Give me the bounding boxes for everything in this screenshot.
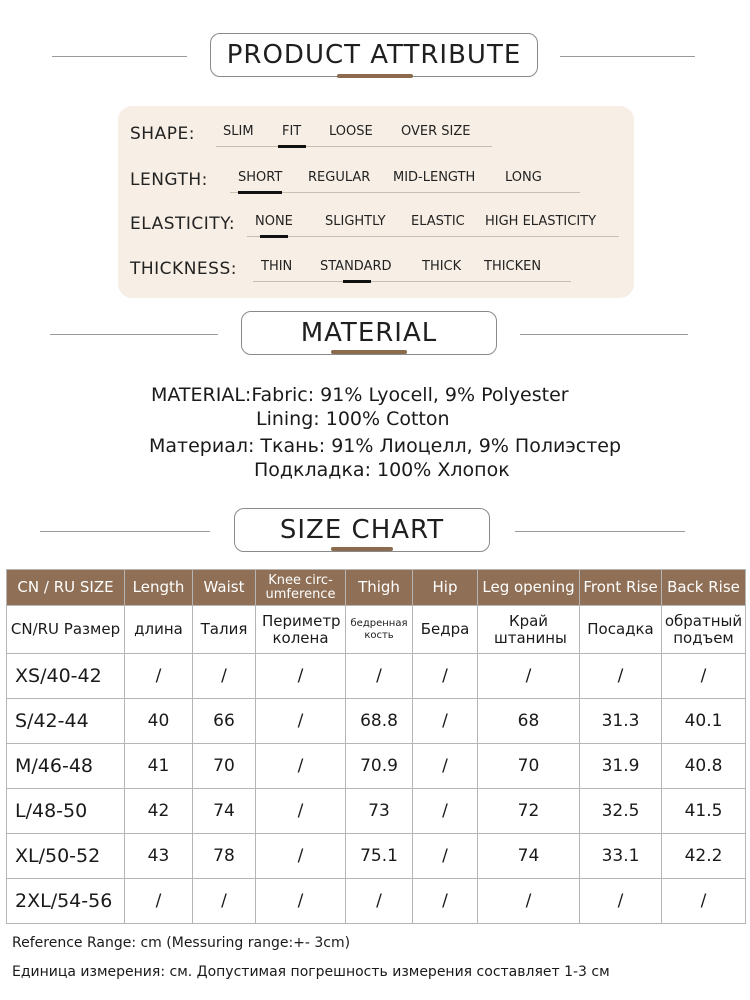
measurement-note-ru: Единица измерения: см. Допустимая погрешность измерения составляет 1-3 см (12, 964, 610, 980)
title-accent-bar (331, 350, 407, 354)
material-line-ru-fabric: Материал: Ткань: 91% Лиоцелл, 9% Полиэстер (149, 435, 622, 457)
attribute-label: THICKNESS: (130, 259, 237, 279)
attribute-option: HIGH ELASTICITY (485, 214, 597, 229)
header-cell: Front Rise (580, 570, 662, 606)
measurement-cell: 78 (193, 834, 256, 879)
attribute-option: ELASTIC (411, 214, 465, 229)
measurement-cell: / (346, 879, 413, 924)
measurement-cell: 40.8 (662, 744, 746, 789)
measurement-cell: 70 (193, 744, 256, 789)
attribute-label: LENGTH: (130, 170, 208, 190)
attribute-option: SLIM (223, 124, 254, 139)
measurement-cell: 40.1 (662, 699, 746, 744)
header-cell: Back Rise (662, 570, 746, 606)
material-header (0, 311, 750, 359)
measurement-cell: 75.1 (346, 834, 413, 879)
material-line-en-fabric: MATERIAL:Fabric: 91% Lyocell, 9% Polyester (151, 384, 569, 406)
table-row (7, 744, 746, 789)
selected-marker (260, 235, 288, 238)
selected-marker (238, 191, 282, 194)
measurement-cell: / (580, 654, 662, 699)
measurement-cell: 74 (478, 834, 580, 879)
measurement-cell: / (413, 654, 478, 699)
divider-right (515, 531, 685, 532)
divider-left (50, 334, 218, 335)
section-title: MATERIAL (241, 311, 497, 355)
measurement-cell: / (256, 654, 346, 699)
measurement-cell: / (256, 789, 346, 834)
measurement-cell: / (346, 654, 413, 699)
title-accent-bar (331, 547, 393, 551)
measurement-cell: / (256, 834, 346, 879)
attribute-option: SLIGHTLY (325, 214, 386, 229)
subheader-cell: Посадка (580, 606, 662, 654)
measurement-cell: 33.1 (580, 834, 662, 879)
measurement-cell: 70.9 (346, 744, 413, 789)
size-cell: 2XL/54-56 (7, 879, 125, 924)
subheader-cell: Периметр колена (256, 606, 346, 654)
attribute-option: THICKEN (484, 259, 542, 274)
measurement-cell: / (662, 654, 746, 699)
measurement-cell: 73 (346, 789, 413, 834)
selected-marker (343, 280, 371, 283)
measurement-cell: / (193, 879, 256, 924)
divider-left (52, 56, 187, 57)
attribute-option-selected: SHORT (238, 170, 283, 185)
table-row (7, 789, 746, 834)
size-cell: XL/50-52 (7, 834, 125, 879)
measurement-cell: 68 (478, 699, 580, 744)
attribute-option: THIN (261, 259, 293, 274)
attribute-option-selected: FIT (282, 124, 302, 139)
material-line-ru-lining: Подкладка: 100% Хлопок (254, 459, 510, 481)
attribute-option: MID-LENGTH (393, 170, 476, 185)
size-cell: L/48-50 (7, 789, 125, 834)
measurement-cell: 72 (478, 789, 580, 834)
option-underline (230, 192, 580, 193)
header-cell: Length (125, 570, 193, 606)
table-row (7, 699, 746, 744)
attribute-option-selected: STANDARD (320, 259, 392, 274)
measurement-cell: / (478, 654, 580, 699)
option-underline (247, 236, 619, 237)
measurement-cell: 66 (193, 699, 256, 744)
divider-right (560, 56, 695, 57)
reference-range-note: Reference Range: cm (Messuring range:+- 3cm) (12, 935, 351, 951)
option-underline (253, 281, 571, 282)
divider-left (40, 531, 210, 532)
size-chart-table (6, 569, 746, 924)
table-row (7, 879, 746, 924)
measurement-cell: / (125, 879, 193, 924)
table-row (7, 834, 746, 879)
measurement-cell: 70 (478, 744, 580, 789)
size-chart-header (0, 508, 750, 556)
header-cell: Knee circ-umference (256, 570, 346, 606)
table-body (7, 654, 746, 924)
measurement-cell: 43 (125, 834, 193, 879)
measurement-cell: / (413, 789, 478, 834)
attribute-option: THICK (422, 259, 462, 274)
table-row (7, 654, 746, 699)
header-cell: CN / RU SIZE (7, 570, 125, 606)
measurement-cell: / (413, 834, 478, 879)
table-header-row (7, 570, 746, 606)
header-cell: Waist (193, 570, 256, 606)
measurement-cell: / (125, 654, 193, 699)
measurement-cell: 41 (125, 744, 193, 789)
measurement-cell: 74 (193, 789, 256, 834)
measurement-cell: 40 (125, 699, 193, 744)
measurement-cell: 32.5 (580, 789, 662, 834)
measurement-cell: / (256, 744, 346, 789)
subheader-cell: длина (125, 606, 193, 654)
measurement-cell: / (193, 654, 256, 699)
product-attribute-header (0, 33, 750, 81)
measurement-cell: 42.2 (662, 834, 746, 879)
size-cell: S/42-44 (7, 699, 125, 744)
material-line-en-lining: Lining: 100% Cotton (256, 408, 450, 430)
attribute-option: OVER SIZE (401, 124, 471, 139)
section-title: PRODUCT ATTRIBUTE (210, 33, 538, 77)
divider-right (520, 334, 688, 335)
attribute-row-thickness (130, 255, 630, 285)
selected-marker (278, 145, 306, 148)
measurement-cell: / (662, 879, 746, 924)
attribute-option: LONG (505, 170, 542, 185)
header-cell: Thigh (346, 570, 413, 606)
attribute-row-shape (130, 120, 630, 150)
subheader-cell: бедренная кость (346, 606, 413, 654)
measurement-cell: 41.5 (662, 789, 746, 834)
measurement-cell: / (413, 699, 478, 744)
subheader-cell: Бедра (413, 606, 478, 654)
measurement-cell: / (580, 879, 662, 924)
header-cell: Hip (413, 570, 478, 606)
subheader-cell: обратный подъем (662, 606, 746, 654)
measurement-cell: / (256, 699, 346, 744)
attribute-label: ELASTICITY: (130, 214, 236, 234)
subheader-cell: Талия (193, 606, 256, 654)
measurement-cell: / (413, 879, 478, 924)
subheader-cell: CN/RU Размер (7, 606, 125, 654)
measurement-cell: 31.9 (580, 744, 662, 789)
measurement-cell: 68.8 (346, 699, 413, 744)
measurement-cell: 31.3 (580, 699, 662, 744)
attribute-option-selected: NONE (255, 214, 293, 229)
table-subheader-row (7, 606, 746, 654)
attribute-row-elasticity (130, 210, 630, 240)
size-cell: M/46-48 (7, 744, 125, 789)
size-cell: XS/40-42 (7, 654, 125, 699)
subheader-cell: Край штанины (478, 606, 580, 654)
attribute-option: REGULAR (308, 170, 371, 185)
measurement-cell: / (413, 744, 478, 789)
measurement-cell: 42 (125, 789, 193, 834)
measurement-cell: / (256, 879, 346, 924)
title-accent-bar (337, 74, 413, 78)
header-cell: Leg opening (478, 570, 580, 606)
attribute-panel (118, 106, 634, 298)
attribute-option: LOOSE (329, 124, 373, 139)
attribute-label: SHAPE: (130, 124, 195, 144)
option-underline (216, 146, 492, 147)
measurement-cell: / (478, 879, 580, 924)
section-title: SIZE CHART (234, 508, 490, 552)
attribute-row-length (130, 166, 630, 196)
